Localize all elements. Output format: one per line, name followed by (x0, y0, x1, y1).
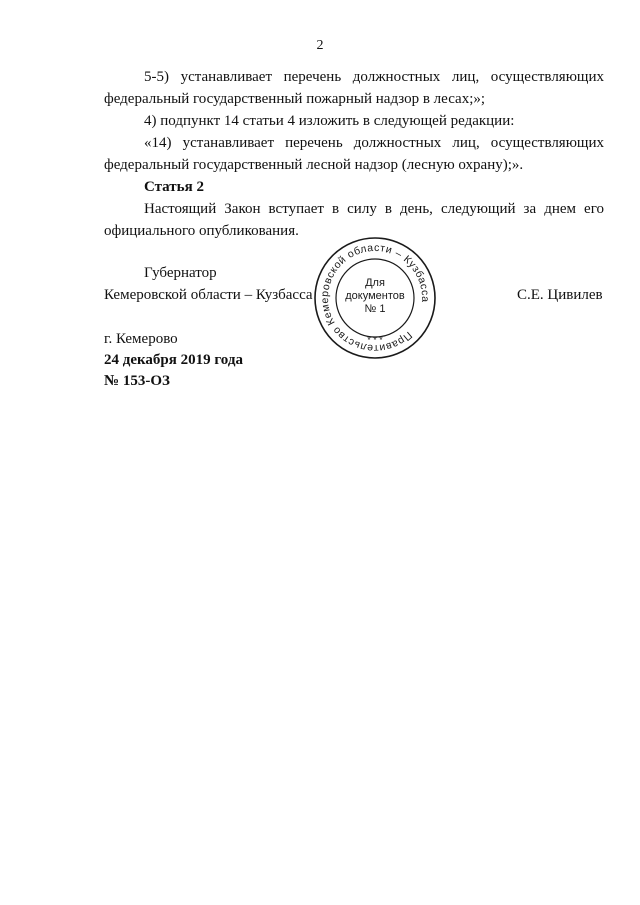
signatory-region: Кемеровской области – Кузбасса (104, 287, 313, 303)
paragraph-5-5: 5-5) устанавливает перечень должностных лиц, осуществляющих федеральный государственный пожарный надзор в лесах;»; (104, 69, 604, 107)
article-2-text: Настоящий Закон вступает в силу в день, следующий за днем его официального опубликования. (104, 201, 604, 239)
seal-center-line-1: Для (365, 277, 385, 289)
city: г. Кемерово (104, 331, 178, 347)
seal-ring-text: Правительство Кемеровской области – Кузбасса (318, 241, 432, 355)
paragraph-14: «14) устанавливает перечень должностных лиц, осуществляющих федеральный государственный лесной надзор (лесную охрану);». (104, 135, 604, 173)
signatory-title: Губернатор (144, 265, 217, 281)
seal-center-line-2: документов (345, 290, 405, 302)
paragraph-item-4: 4) подпункт 14 статьи 4 изложить в следующей редакции: (144, 113, 515, 129)
official-seal-stamp (313, 236, 437, 360)
signatory-name: С.Е. Цивилев (517, 287, 603, 303)
seal-stars: * * * (367, 335, 383, 345)
law-number: № 153-ОЗ (104, 373, 170, 389)
article-2-heading: Статья 2 (144, 179, 204, 195)
law-date: 24 декабря 2019 года (104, 352, 243, 368)
seal-center-line-3: № 1 (364, 303, 386, 315)
page-number: 2 (316, 38, 324, 53)
